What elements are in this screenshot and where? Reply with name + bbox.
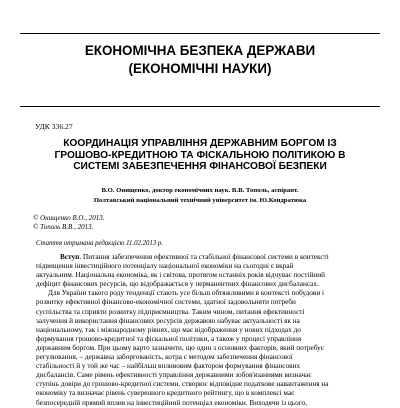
- body-line: економіку та визначає рівень суверенного кредитного рейтингу, що в комплексі має: [36, 389, 295, 398]
- body-line: державним боргом. При цьому варто зазначити, що один з основних факторів, який потребує: [36, 343, 324, 352]
- intro-label: Вступ: [60, 253, 80, 261]
- udc-code: УДК 336.27: [35, 122, 73, 131]
- body-line: національному, так і міжнародному рівнях, що має відображення у нових підходах до: [36, 325, 301, 334]
- copyright-author-1: © Онищенко В.О., 2013.: [33, 214, 105, 222]
- body-line: дефіцит фінансових ресурсів, що відображається у перманентних фінансових дисбалансах.: [36, 280, 319, 289]
- body-line: залучення й використання фінансових ресурсів державою набуває актуальності як на: [36, 316, 300, 325]
- body-line-0-text: . Питання забезпечення ефективної та стабільної фінансової системи в контексті: [79, 253, 329, 261]
- body-line: регулювання, – державна заборгованість, котра є методом забезпечення фінансової: [36, 353, 293, 362]
- body-line: дисбалансів. Саме рівень ефективності управління державними зобов'язаннями визначає: [36, 371, 312, 380]
- section-title-line-2: (ЕКОНОМІЧНІ НАУКИ): [128, 61, 272, 76]
- body-line: безпосередній прямий вплив на інвестиційний потенціал економіки. Виходячи із цього,: [36, 398, 307, 407]
- received-date: Стаття отримана редакцією 11.02.2013 р.: [36, 240, 163, 247]
- article-title: [40, 138, 360, 173]
- body-line: підвищення інвестиційного потенціалу національної економіки на сьогодні є вкрай: [36, 262, 294, 271]
- journal-section-title: [40, 42, 360, 78]
- body-line-0: [36, 253, 365, 262]
- article-title-line-2: ГРОШОВО-КРЕДИТНОЮ ТА ФІСКАЛЬНОЮ ПОЛІТИКОЮ В: [54, 149, 346, 161]
- top-rule: [20, 33, 380, 34]
- article-title-line-3: СИСТЕМІ ЗАБЕЗПЕЧЕННЯ ФІНАНСОВОЇ БЕЗПЕКИ: [73, 161, 327, 172]
- bottom-rule: [20, 106, 380, 107]
- body-line: формування грошово-кредитної та фіскальної політики, а також у процесі управління: [36, 334, 302, 343]
- copyright-notice: [33, 214, 104, 232]
- body-line: ступінь довіри до грошово-кредитної системи, створює відповідне податкове навантаження на: [36, 380, 329, 389]
- body-line: стабільності й у той же час – найбільш впливовим фактором формування фінансових: [36, 362, 301, 371]
- article-title-line-1: КООРДИНАЦІЯ УПРАВЛІННЯ ДЕРЖАВНИМ БОРГОМ ІЗ: [63, 138, 337, 149]
- body-line: актуальним. Національна економіка, як і світова, протягом останніх років відчуває постійний: [36, 271, 325, 280]
- body-paragraph: [36, 253, 365, 408]
- copyright-author-2: © Тополь В.В., 2013.: [33, 223, 94, 231]
- body-line: суспільства та сприяти розвитку підприємництва. Таким чином, питання ефективності: [36, 307, 305, 316]
- section-title-line-1: ЕКОНОМІЧНА БЕЗПЕКА ДЕРЖАВИ: [84, 43, 316, 58]
- body-line: Для України такого роду тенденції стають усе більш обтяжливими в контексті побудови і: [48, 289, 325, 298]
- body-line: розвитку ефективної фінансово-економічної системи, здатної задовольняти потреби: [36, 298, 296, 307]
- affiliation-line: Полтавський національний технічний університет ім. Ю.Кондратюка: [93, 197, 307, 204]
- authors-line: В.О. Онищенко, доктор економічних наук. В.В. Тополь, аспірант.: [101, 187, 299, 194]
